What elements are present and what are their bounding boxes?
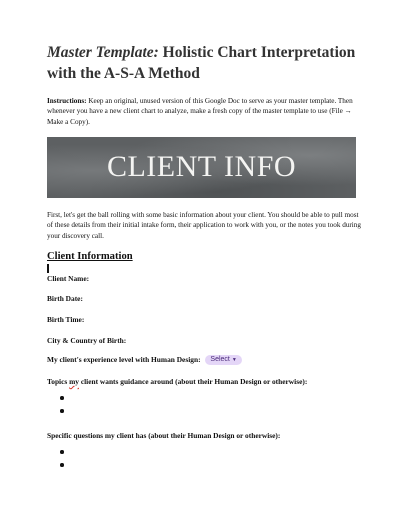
intro-paragraph: First, let's get the ball rolling with some basic information about your client. You should be able to pull most of these details from their initial intake form, their application to work with you, or the notes you took during your discovery call. <box>47 211 361 240</box>
dropdown-value: Select <box>210 356 230 364</box>
document-title <box>47 42 367 84</box>
experience-row <box>47 355 242 365</box>
text-cursor <box>47 264 49 273</box>
topics-label[interactable] <box>47 377 307 387</box>
topics-text-start: Topics <box>47 377 70 386</box>
title-rest: Holistic Chart Interpretation with the A-S-A Method <box>47 44 356 82</box>
birth-date-label[interactable]: Birth Date: <box>47 294 83 303</box>
questions-label[interactable]: Specific questions my client has (about their Human Design or otherwise): <box>47 431 281 440</box>
client-name-label[interactable]: Client Name: <box>47 274 90 283</box>
client-info-banner <box>47 137 356 198</box>
bullet-item[interactable] <box>60 450 64 454</box>
instructions-label: Instructions: <box>47 97 87 105</box>
experience-dropdown-chip[interactable] <box>205 355 241 365</box>
bullet-item[interactable] <box>60 396 64 400</box>
section-heading: Client Information <box>47 251 133 262</box>
chevron-down-icon: ▼ <box>231 357 237 364</box>
spellcheck-word[interactable]: my <box>69 377 79 386</box>
instructions-text: Keep an original, unused version of this Google Doc to serve as your master template. Then whenever you have a new client chart to analyze, make a fresh copy of the master template to use (File → Make a Copy). <box>47 97 353 126</box>
birth-time-label[interactable]: Birth Time: <box>47 315 85 324</box>
topics-text-end: client wants guidance around (about their Human Design or otherwise): <box>78 377 308 386</box>
experience-label: My client's experience level with Human Design: <box>47 355 201 364</box>
bullet-item[interactable] <box>60 463 64 467</box>
bullet-item[interactable] <box>60 409 64 413</box>
banner-text: CLIENT INFO <box>106 150 297 183</box>
instructions-paragraph <box>47 96 365 127</box>
birth-place-label[interactable]: City & Country of Birth: <box>47 336 127 345</box>
title-italic: Master Template: <box>47 44 159 61</box>
